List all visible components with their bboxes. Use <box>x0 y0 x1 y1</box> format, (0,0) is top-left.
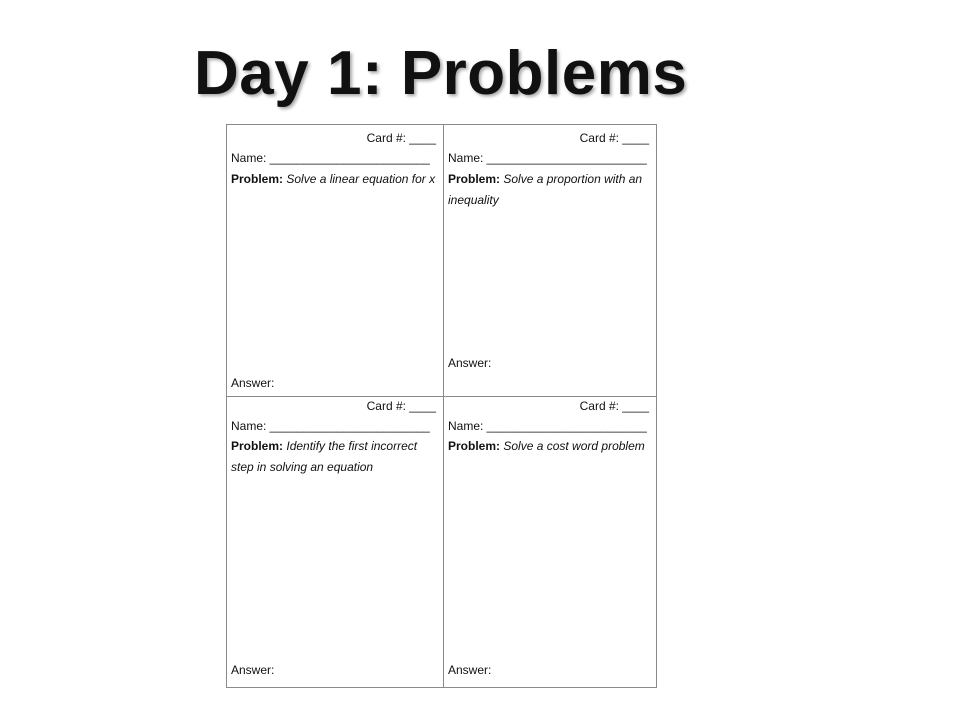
card-number-field: Card #: ____ <box>366 131 436 145</box>
problem-statement <box>448 436 650 457</box>
problem-card-4 <box>444 397 656 687</box>
problem-text: Solve a linear equation for x <box>286 172 436 186</box>
name-field: Name: ________________________ <box>448 419 647 433</box>
problem-label: Problem: <box>231 172 284 186</box>
answer-field: Answer: <box>231 663 275 677</box>
answer-field: Answer: <box>231 376 275 390</box>
card-number-field: Card #: ____ <box>579 131 649 145</box>
problem-statement <box>448 169 650 210</box>
problem-text: Solve a cost word problem <box>503 439 645 453</box>
name-field: Name: ________________________ <box>448 151 647 165</box>
problem-statement <box>231 436 437 477</box>
card-number-field: Card #: ____ <box>579 399 649 413</box>
card-number-field: Card #: ____ <box>366 399 436 413</box>
problem-label: Problem: <box>448 439 501 453</box>
problem-statement <box>231 169 437 190</box>
problem-card-1 <box>227 125 444 397</box>
page-title: Day 1: Problems <box>194 39 688 108</box>
answer-field: Answer: <box>448 663 492 677</box>
problem-card-3 <box>227 397 444 687</box>
problem-label: Problem: <box>448 172 501 186</box>
answer-field: Answer: <box>448 356 492 370</box>
problem-label: Problem: <box>231 439 284 453</box>
problem-card-grid <box>226 124 657 688</box>
name-field: Name: ________________________ <box>231 151 430 165</box>
problem-card-2 <box>444 125 656 397</box>
name-field: Name: ________________________ <box>231 419 430 433</box>
problem-text: Solve a proportion with an inequality <box>448 172 643 207</box>
problem-text: Identify the first incorrect step in solving an equation <box>231 439 418 474</box>
